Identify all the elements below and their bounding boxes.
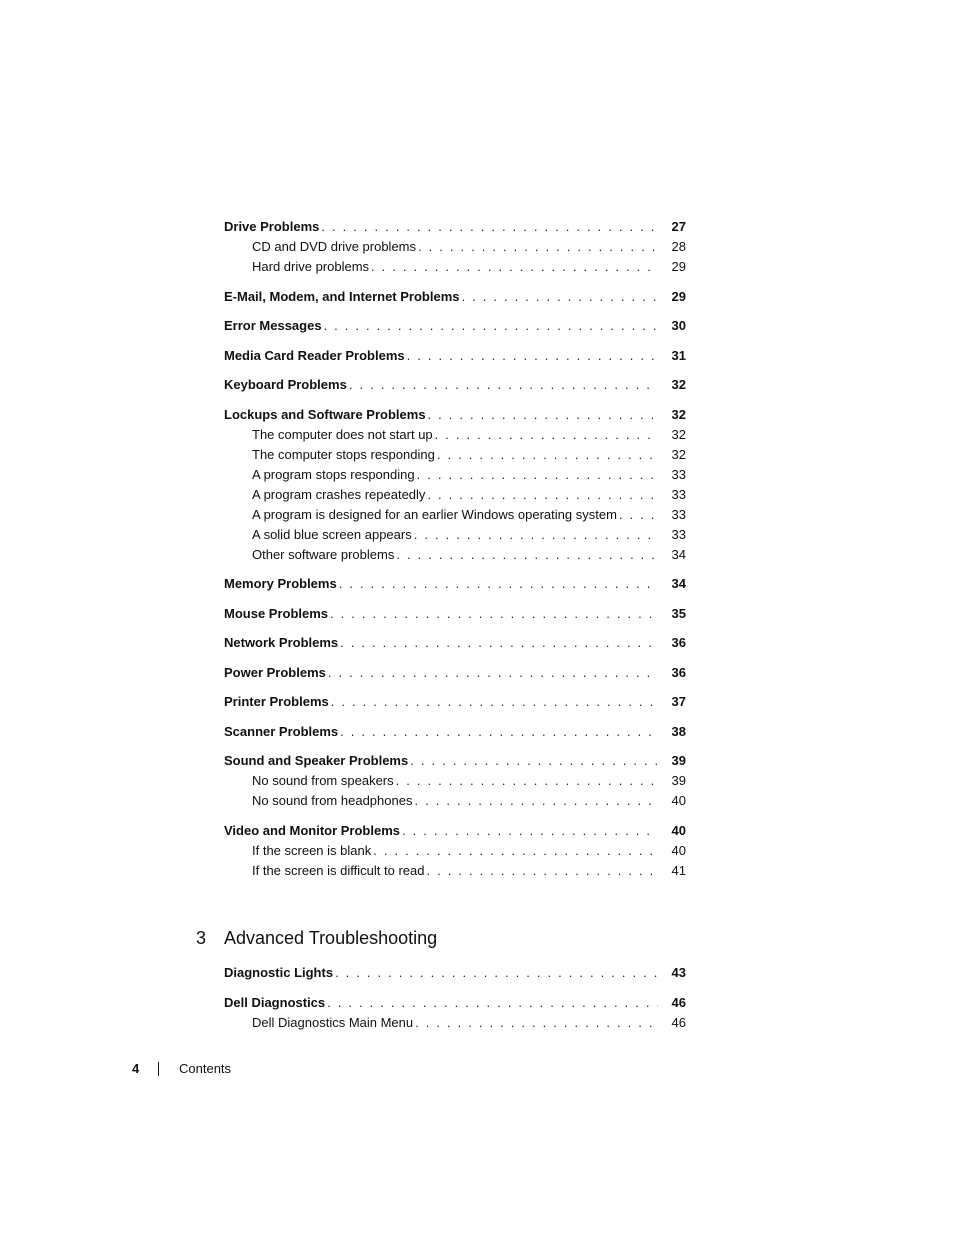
- toc-entry-page: 32: [671, 406, 686, 422]
- toc-entry-page: 37: [671, 694, 686, 709]
- chapter-number: 3: [196, 928, 207, 948]
- toc-entry-label: A program is designed for an earlier Windows operating system: [252, 506, 617, 522]
- toc-list: [224, 217, 686, 881]
- toc-entry-label: Memory Problems: [224, 576, 337, 591]
- chapter-heading: [196, 928, 437, 949]
- dot-leader: [327, 993, 658, 1013]
- toc-entry-label: A program stops responding: [252, 466, 415, 482]
- toc-entry-major[interactable]: [224, 722, 686, 742]
- dot-leader: [396, 771, 658, 791]
- toc-entry-sub[interactable]: [224, 237, 686, 257]
- toc-entry-major[interactable]: [224, 316, 686, 336]
- toc-entry-label: E-Mail, Modem, and Internet Problems: [224, 288, 460, 304]
- toc-entry-major[interactable]: [224, 963, 686, 983]
- toc-entry-page: 46: [671, 1014, 686, 1030]
- dot-leader: [427, 485, 658, 505]
- toc-entry-page: 33: [671, 486, 686, 502]
- dot-leader: [619, 505, 658, 525]
- toc-entry-page: 33: [671, 466, 686, 482]
- toc-entry-major[interactable]: [224, 405, 686, 425]
- toc-entry-sub[interactable]: [224, 525, 686, 545]
- toc-entry-sub[interactable]: [224, 771, 686, 791]
- footer-section: Contents: [179, 1061, 232, 1076]
- toc-entry-label: A program crashes repeatedly: [252, 486, 426, 502]
- toc-entry-sub[interactable]: [224, 485, 686, 505]
- toc-entry-label: Sound and Speaker Problems: [224, 753, 409, 768]
- toc-entry-page: 34: [671, 576, 686, 591]
- dot-leader: [415, 1013, 658, 1033]
- toc-entry-page: 34: [671, 546, 686, 562]
- dot-leader: [396, 545, 658, 565]
- toc-entry-sub[interactable]: [224, 425, 686, 445]
- dot-leader: [340, 633, 658, 653]
- dot-leader: [402, 821, 658, 841]
- toc-entry-label: Other software problems: [252, 546, 395, 562]
- dot-leader: [339, 574, 658, 594]
- toc-entry-sub[interactable]: [224, 791, 686, 811]
- dot-leader: [324, 316, 658, 336]
- dot-leader: [335, 963, 658, 983]
- page-footer: [132, 1061, 231, 1076]
- toc-entry-label: Error Messages: [224, 318, 322, 333]
- toc-entry-label: The computer does not start up: [252, 426, 433, 442]
- toc-entry-page: 33: [671, 526, 686, 542]
- dot-leader: [373, 841, 658, 861]
- dot-leader: [428, 405, 658, 425]
- toc-entry-major[interactable]: [224, 692, 686, 712]
- toc-entry-major[interactable]: [224, 217, 686, 237]
- toc-entry-label: Power Problems: [224, 664, 326, 680]
- toc-entry-page: 27: [671, 219, 686, 234]
- toc-entry-major[interactable]: [224, 751, 686, 771]
- toc-entry-major[interactable]: [224, 633, 686, 653]
- toc-entry-page: 36: [671, 664, 686, 680]
- toc-entry-page: 38: [671, 723, 686, 739]
- toc-entry-label: Dell Diagnostics Main Menu: [252, 1014, 414, 1030]
- dot-leader: [410, 751, 658, 771]
- toc-entry-page: 35: [671, 605, 686, 621]
- toc-entry-label: Drive Problems: [224, 219, 320, 234]
- toc-entry-page: 43: [671, 965, 686, 980]
- dot-leader: [349, 375, 658, 395]
- toc-entry-major[interactable]: [224, 663, 686, 683]
- toc-entry-label: Video and Monitor Problems: [224, 822, 401, 838]
- toc-entry-page: 31: [671, 347, 686, 363]
- dot-leader: [371, 257, 658, 277]
- toc-entry-label: CD and DVD drive problems: [252, 239, 417, 254]
- toc-entry-page: 32: [671, 426, 686, 442]
- toc-entry-page: 40: [671, 793, 686, 808]
- toc-entry-label: Diagnostic Lights: [224, 965, 334, 980]
- toc-entry-page: 40: [671, 822, 686, 838]
- dot-leader: [426, 861, 658, 881]
- toc-entry-label: If the screen is blank: [252, 842, 372, 858]
- dot-leader: [418, 237, 658, 257]
- toc-entry-page: 39: [671, 773, 686, 788]
- dot-leader: [435, 425, 658, 445]
- toc-entry-major[interactable]: [224, 604, 686, 624]
- toc-entry-label: Scanner Problems: [224, 723, 339, 739]
- toc-entry-label: No sound from headphones: [252, 793, 413, 808]
- toc-entry-sub[interactable]: [224, 545, 686, 565]
- toc-entry-page: 28: [671, 239, 686, 254]
- toc-entry-major[interactable]: [224, 287, 686, 307]
- toc-entry-page: 36: [671, 635, 686, 650]
- toc-entry-label: If the screen is difficult to read: [252, 862, 425, 878]
- toc-entry-page: 30: [671, 318, 686, 333]
- toc-entry-page: 29: [671, 259, 686, 274]
- toc-entry-sub[interactable]: [224, 445, 686, 465]
- toc-entry-label: Printer Problems: [224, 694, 329, 709]
- toc-entry-label: Media Card Reader Problems: [224, 347, 405, 363]
- toc-entry-major[interactable]: [224, 821, 686, 841]
- toc-entry-page: 32: [671, 446, 686, 462]
- toc-entry-page: 46: [671, 994, 686, 1010]
- toc-entry-label: The computer stops responding: [252, 446, 435, 462]
- toc-entry-label: Hard drive problems: [252, 259, 370, 274]
- dot-leader: [407, 346, 658, 366]
- dot-leader: [461, 287, 658, 307]
- toc-entry-major[interactable]: [224, 346, 686, 366]
- toc-entry-sub[interactable]: [224, 841, 686, 861]
- toc-entry-sub[interactable]: [224, 1013, 686, 1033]
- footer-page-number: 4: [132, 1061, 140, 1076]
- dot-leader: [340, 722, 658, 742]
- dot-leader: [417, 465, 658, 485]
- dot-leader: [330, 604, 658, 624]
- toc-entry-sub[interactable]: [224, 505, 686, 525]
- toc-entry-label: Network Problems: [224, 635, 339, 650]
- toc-entry-label: Keyboard Problems: [224, 377, 347, 392]
- footer-divider: [158, 1062, 159, 1076]
- toc-entry-label: A solid blue screen appears: [252, 526, 412, 542]
- toc-entry-label: Mouse Problems: [224, 605, 329, 621]
- dot-leader: [321, 217, 658, 237]
- chapter-title: Advanced Troubleshooting: [224, 928, 438, 948]
- dot-leader: [414, 525, 658, 545]
- dot-leader: [328, 663, 658, 683]
- toc-entry-sub[interactable]: [224, 861, 686, 881]
- toc-entry-label: Lockups and Software Problems: [224, 406, 426, 422]
- toc-entry-sub[interactable]: [224, 257, 686, 277]
- toc-entry-page: 39: [671, 753, 686, 768]
- toc-entry-page: 29: [671, 288, 686, 304]
- toc-entry-page: 41: [671, 862, 686, 878]
- dot-leader: [437, 445, 658, 465]
- toc-entry-page: 33: [671, 506, 686, 522]
- toc-entry-sub[interactable]: [224, 465, 686, 485]
- toc-entry-major[interactable]: [224, 993, 686, 1013]
- toc-entry-page: 32: [671, 377, 686, 392]
- toc-entry-page: 40: [671, 842, 686, 858]
- dot-leader: [414, 791, 658, 811]
- toc-entry-major[interactable]: [224, 574, 686, 594]
- toc-list-chapter-3: [224, 963, 686, 1033]
- toc-entry-label: Dell Diagnostics: [224, 994, 326, 1010]
- toc-entry-major[interactable]: [224, 375, 686, 395]
- dot-leader: [331, 692, 658, 712]
- toc-entry-label: No sound from speakers: [252, 773, 394, 788]
